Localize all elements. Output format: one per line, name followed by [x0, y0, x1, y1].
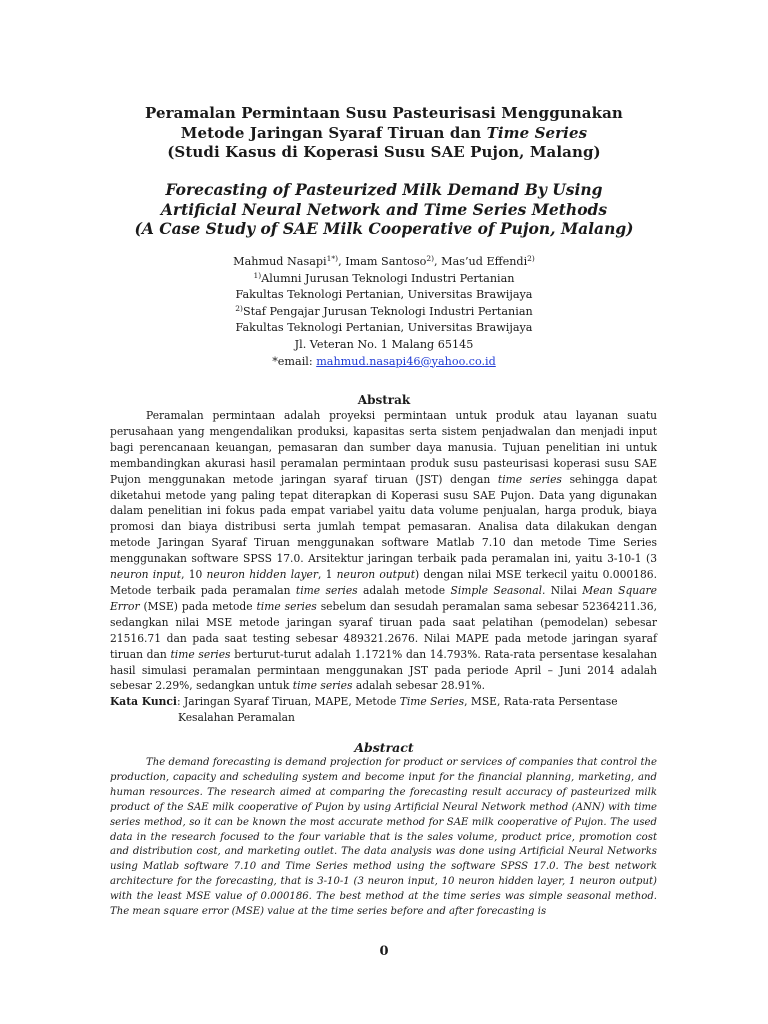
abstract-heading: Abstract	[354, 740, 414, 755]
title-en-line-2: Artificial Neural Network and Time Series Methods	[160, 199, 608, 219]
title-english	[0, 180, 768, 239]
address: Jl. Veteran No. 1 Malang 65145	[294, 337, 474, 351]
title-en-line-1: Forecasting of Pasteurized Milk Demand By Using	[165, 180, 603, 199]
title-en-line-3: (A Case Study of SAE Milk Cooperative of Pujon, Malang)	[134, 219, 634, 238]
keywords-continued: Kesalahan Peramalan	[178, 710, 295, 724]
affiliation-1-faculty: Fakultas Teknologi Pertanian, Universitas Brawijaya	[235, 288, 533, 302]
affiliation-2-faculty: Fakultas Teknologi Pertanian, Universitas Brawijaya	[235, 321, 533, 335]
abstrak-heading: Abstrak	[357, 393, 411, 407]
email-link[interactable]: mahmud.nasapi46@yahoo.co.id	[316, 354, 496, 368]
affiliation-2: $^{2)}$Staf Pengajar Jurusan Teknologi Industri Pertanian	[235, 303, 533, 318]
abstrak-body: Peramalan permintaan adalah proyeksi permintaan untuk produk atau layanan suatu perusahaan yang mengendalikan produksi, kapasitas serta sistem penjadwalan dan menjadi input bagi perencanaan keuangan, pemasaran dan sumber daya manusia. Tujuan penelitian ini untuk membandingkan akurasi hasil peramalan permintaan produk susu pasteurisasi koperasi susu SAE Pujon menggunakan metode jaringan syaraf tiruan (JST) dengan time series sehingga dapat diketahui metode yang paling tepat diterapkan di Koperasi susu SAE Pujon. Data yang digunakan dalam penelitian ini fokus pada empat variabel yaitu data volume penjualan, harga produk, biaya promosi dan biaya distribusi serta jumlah tempat pemasaran. Analisa data dilakukan dengan metode Jaringan Syaraf Tiruan menggunakan software Matlab 7.10 dan metode Time Series menggunakan software SPSS 17.0. Arsitektur jaringan terbaik pada peramalan ini, yaitu 3-10-1 (3 neuron input, 10 neuron hidden layer, 1 neuron output) dengan nilai MSE terkecil yaitu 0.000186. Metode terbaik pada peramalan time series adalah metode Simple Seasonal. Nilai Mean Square Error (MSE) pada metode time series sebelum dan sesudah peramalan sama sebesar 52364211.36, sedangkan nilai MSE metode jaringan syaraf tiruan pada saat pelatihan (pemodelan) sebesar 21516.71 dan pada saat testing sebesar 489321.2676. Nilai MAPE pada metode jaringan syaraf tiruan dan time series berturut-turut adalah 1.1721% dan 14.793%. Rata-rata persentase kesalahan hasil simulasi peramalan permintaan menggunakan JST pada periode April – Juni 2014 adalah sebesar 2.29%, sedangkan untuk time series adalah sebesar 28.91%.	[110, 409, 658, 693]
title-indonesian	[0, 104, 768, 163]
email-line: *email: mahmud.nasapi46@yahoo.co.id	[272, 354, 496, 368]
author-names: Mahmud Nasapi$^{1*)}$, Imam Santoso$^{2)}$, Mas’ud Effendi$^{2)}$	[233, 254, 535, 268]
affiliation-1: $^{1)}$Alumni Jurusan Teknologi Industri Pertanian	[253, 270, 515, 285]
author-block	[0, 254, 768, 370]
title-line-2: Metode Jaringan Syaraf Tiruan dan Time Series	[180, 123, 588, 142]
abstract-body: The demand forecasting is demand projection for product or services of companies that control the production, capacity and scheduling system and become input for the financial planning, marketing, and human resources. The research aimed at comparing the forecasting result accuracy of pasteurized milk product of the SAE milk cooperative of Pujon by using Artificial Neural Network method (ANN) with time series method, so it can be known the most accurate method for SAE milk cooperative of Pujon. The used data in the research focused to the four variable that is the sales volume, product price, promotion cost and distribution cost, and marketing outlet. The data analysis was done using Artificial Neural Networks using Matlab software 7.10 and Time Series method using the software SPSS 17.0. The best network architecture for the forecasting, that is 3-10-1 (3 neuron input, 10 neuron hidden layer, 1 neuron output) with the least MSE value of 0.000186. The best method at the time series was simple seasonal method. The mean square error (MSE) value at the time series before and after forecasting is	[110, 757, 657, 918]
keywords: Kata Kunci: Jaringan Syaraf Tiruan, MAPE, Metode Time Series, MSE, Rata-rata Persentase Kesalahan Peramalan	[110, 694, 657, 726]
title-line-3: (Studi Kasus di Koperasi Susu SAE Pujon, Malang)	[167, 143, 601, 161]
page-number: 0	[379, 944, 389, 959]
title-line-1: Peramalan Permintaan Susu Pasteurisasi Menggunakan	[145, 104, 623, 122]
keywords-label: Kata Kunci	[110, 695, 177, 708]
